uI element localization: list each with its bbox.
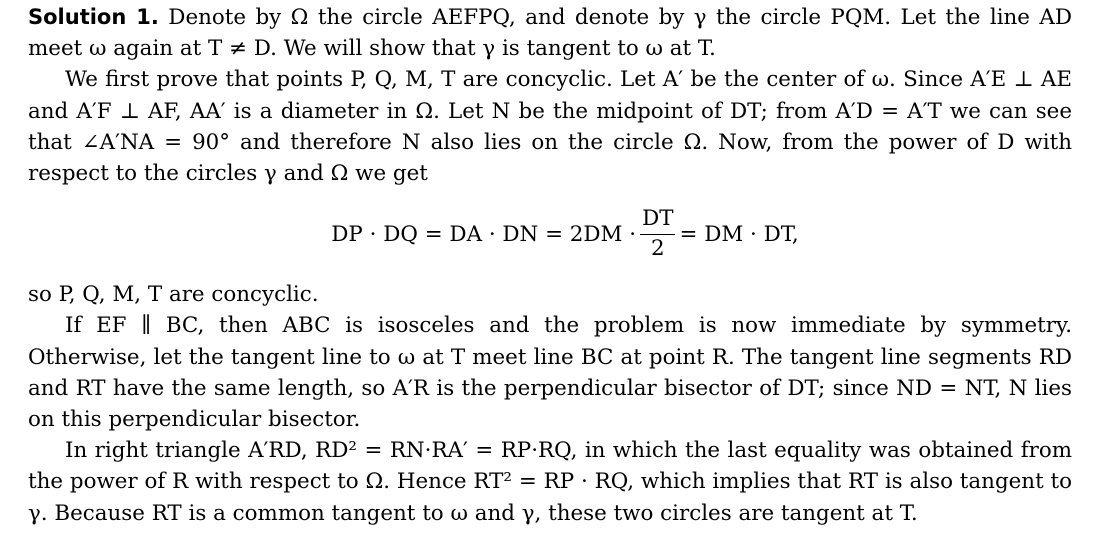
- paragraph-4: If EF ∥ BC, then ABC is isosceles and the problem is now immediate by symmetry. Otherwise, let the tangent line to ω at T meet line BC at point R. The tangent line segments RD and RT have the same length, so A′R is the perpendicular bisector of DT; since ND = NT, N lies on this perpendicular bisector.: [28, 313, 1072, 433]
- paragraph-2: We first prove that points P, Q, M, T are concyclic. Let A′ be the center of ω. Since A′E ⊥ AE and A′F ⊥ AF, AA′ is a diameter in Ω. Let N be the midpoint of DT; from A′D = A′T we can see that ∠A′NA = 90° and therefore N also lies on the circle Ω. Now, from the power of D with respect to the circles γ and Ω we get: [28, 67, 1072, 187]
- paragraph-3: so P, Q, M, T are concyclic.: [28, 282, 319, 308]
- paragraph-1-text: Denote by Ω the circle AEFPQ, and denote by γ the circle PQM. Let the line AD meet ω again at T ≠ D. We will show that γ is tangent to ω at T.: [28, 5, 1072, 62]
- paragraph-1: [28, 2, 1072, 64]
- solution-heading: Solution 1.: [28, 5, 159, 29]
- display-equation: [58, 189, 1072, 279]
- equation-lhs: DP · DQ = DA · DN = 2DM ·: [331, 221, 637, 247]
- equation-rhs: = DM · DT,: [679, 221, 799, 247]
- paragraph-5: In right triangle A′RD, RD² = RN·RA′ = RP·RQ, in which the last equality was obtained from the power of R with respect to Ω. Hence RT² = RP · RQ, which implies that RT is also tangent to γ. Because RT is a common tangent to ω and γ, these two circles are tangent at T.: [28, 438, 1072, 526]
- fraction-denominator: 2: [650, 235, 665, 261]
- equation-fraction: [640, 206, 675, 263]
- fraction-numerator: DT: [640, 206, 675, 235]
